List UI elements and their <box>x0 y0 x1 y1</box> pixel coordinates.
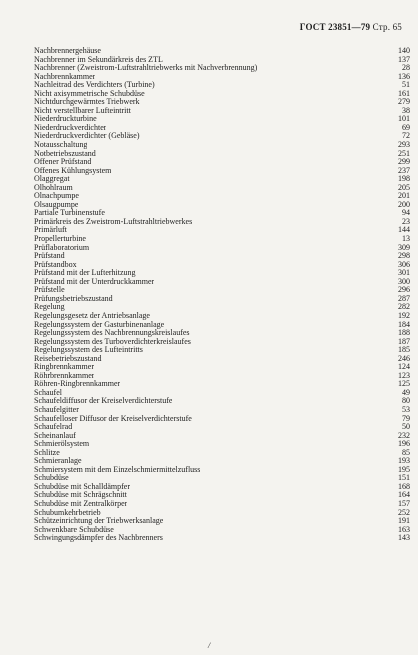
entry-term: Schmierölsystem <box>34 440 90 449</box>
entry-page: 49 <box>402 387 410 397</box>
entry-term: Prüflaboratorium <box>34 243 90 252</box>
index-entry <box>34 517 410 526</box>
index-entry <box>34 491 410 500</box>
entry-term: Ölsaugpumpe <box>34 200 79 209</box>
index-entry <box>34 201 410 210</box>
entry-term: Schubdüse <box>34 474 69 483</box>
entry-term: Notbetriebszustand <box>34 149 96 158</box>
entry-page: 195 <box>398 464 410 474</box>
entry-page: 192 <box>398 310 410 320</box>
index-entry <box>34 509 410 518</box>
entry-term: Notausschaltung <box>34 141 88 150</box>
entry-page: 13 <box>402 234 410 244</box>
index-list <box>34 47 410 543</box>
entry-page: 191 <box>398 516 410 526</box>
entry-page: 293 <box>398 140 410 150</box>
index-entry <box>34 534 410 543</box>
index-entry <box>34 252 410 261</box>
entry-term: Röhren-Ringbrennkammer <box>34 380 121 389</box>
entry-term: Prüfstand <box>34 252 65 261</box>
index-entry <box>34 226 410 235</box>
page-number: Стр. 65 <box>372 22 402 32</box>
entry-page: 144 <box>398 225 410 235</box>
entry-term: Niederdruckverdichter (Gebläse) <box>34 132 140 141</box>
index-entry <box>34 500 410 509</box>
entry-page: 184 <box>398 319 410 329</box>
entry-page: 157 <box>398 498 410 508</box>
entry-term: Ölaggregat <box>34 175 70 184</box>
entry-page: 143 <box>398 533 410 543</box>
index-entry <box>34 432 410 441</box>
entry-page: 72 <box>402 131 410 141</box>
entry-page: 252 <box>398 507 410 517</box>
entry-term: Prüfstelle <box>34 286 65 295</box>
index-entry <box>34 483 410 492</box>
entry-page: 85 <box>402 447 410 457</box>
entry-term: Ölnachpumpe <box>34 192 79 201</box>
entry-page: 28 <box>402 63 410 73</box>
entry-term: Nichtdurchgewärmtes Triebwerk <box>34 98 140 107</box>
entry-page: 136 <box>398 71 410 81</box>
index-entry <box>34 397 410 406</box>
index-entry <box>34 261 410 270</box>
index-entry <box>34 312 410 321</box>
entry-page: 51 <box>402 80 410 90</box>
index-entry <box>34 278 410 287</box>
entry-page: 287 <box>398 293 410 303</box>
entry-page: 168 <box>398 481 410 491</box>
entry-term: Schlitze <box>34 448 60 457</box>
entry-page: 309 <box>398 242 410 252</box>
entry-term: Offener Prüfstand <box>34 158 92 167</box>
entry-term: Schaufelgitter <box>34 405 79 414</box>
entry-page: 205 <box>398 182 410 192</box>
entry-term: Nachbrennergehäuse <box>34 47 101 55</box>
index-entry <box>34 132 410 141</box>
entry-term: Nicht verstellbarer Lufteintritt <box>34 106 131 115</box>
entry-term: Offenes Kühlungsystem <box>34 166 112 175</box>
index-entry <box>34 380 410 389</box>
entry-page: 198 <box>398 174 410 184</box>
entry-page: 296 <box>398 285 410 295</box>
entry-page: 69 <box>402 122 410 132</box>
entry-term: Primärkreis des Zweistrom-Luftstrahltriebwerkes <box>34 217 193 226</box>
entry-page: 196 <box>398 439 410 449</box>
entry-term: Nachbrenner im Sekundärkreis des ZTL <box>34 55 163 64</box>
entry-term: Regelungsgesetz der Antriebsanlage <box>34 311 150 320</box>
index-entry <box>34 457 410 466</box>
entry-page: 79 <box>402 413 410 423</box>
index-entry <box>34 184 410 193</box>
entry-term: Schaufel <box>34 388 62 397</box>
entry-term: Nachbrennkammer <box>34 72 96 81</box>
index-entry <box>34 47 410 56</box>
entry-term: Regelungssystem des Turboverdichterkreislaufes <box>34 337 191 346</box>
entry-page: 161 <box>398 88 410 98</box>
entry-term: Schubumkehrbetrieb <box>34 508 101 517</box>
entry-term: Schubdüse mit Zentralkörper <box>34 499 128 508</box>
entry-page: 251 <box>398 148 410 158</box>
entry-page: 237 <box>398 165 410 175</box>
index-entry <box>34 526 410 535</box>
entry-term: Schaufeldiffusor der Kreiselverdichterstufe <box>34 397 173 406</box>
entry-page: 140 <box>398 46 410 55</box>
entry-term: Prüfungsbetriebszustand <box>34 294 113 303</box>
entry-page: 151 <box>398 473 410 483</box>
index-entry <box>34 449 410 458</box>
index-entry <box>34 440 410 449</box>
index-entry <box>34 474 410 483</box>
entry-term: Regelungssystem des Nachbrennungskreislaufes <box>34 329 190 338</box>
entry-term: Niederdruckturbine <box>34 115 97 124</box>
entry-term: Partiale Turbinenstufe <box>34 209 105 218</box>
entry-term: Nachleitrad des Verdichters (Turbine) <box>34 81 155 90</box>
entry-page: 23 <box>402 216 410 226</box>
index-entry <box>34 218 410 227</box>
standard-number: ГОСТ 23851—79 <box>299 22 371 32</box>
entry-term: Regelungssystem des Lufteintritts <box>34 346 143 355</box>
entry-term: Schubdüse mit Schrägschnitt <box>34 491 127 500</box>
index-entry <box>34 56 410 65</box>
entry-page: 163 <box>398 524 410 534</box>
entry-page: 188 <box>398 328 410 338</box>
entry-page: 94 <box>402 208 410 218</box>
entry-term: Primärluft <box>34 226 67 235</box>
footer-mark: / <box>208 641 211 650</box>
entry-term: Ölhohlraum <box>34 183 73 192</box>
index-entry <box>34 321 410 330</box>
entry-term: Schmieranlage <box>34 457 82 466</box>
index-entry <box>34 124 410 133</box>
index-entry <box>34 175 410 184</box>
index-entry <box>34 73 410 82</box>
index-entry <box>34 372 410 381</box>
entry-term: Regelungssystem der Gasturbinenanlage <box>34 320 165 329</box>
entry-term: Nicht axisymmetrische Schubdüse <box>34 89 145 98</box>
entry-term: Schützeinrichtung der Triebwerksanlage <box>34 517 164 526</box>
entry-page: 124 <box>398 362 410 372</box>
entry-page: 123 <box>398 370 410 380</box>
index-entry <box>34 415 410 424</box>
entry-page: 137 <box>398 54 410 64</box>
entry-page: 187 <box>398 336 410 346</box>
entry-term: Reisebetriebszustand <box>34 354 102 363</box>
index-entry <box>34 235 410 244</box>
entry-page: 201 <box>398 191 410 201</box>
index-entry <box>34 466 410 475</box>
entry-term: Schmiersystem mit dem Einzelschmiermittelzufluss <box>34 465 201 474</box>
entry-page: 38 <box>402 105 410 115</box>
entry-term: Prüfstandbox <box>34 260 77 269</box>
index-entry <box>34 90 410 99</box>
entry-term: Niederdruckverdichter <box>34 123 107 132</box>
entry-term: Prüfstand mit der Lufterhitzung <box>34 269 136 278</box>
index-entry <box>34 389 410 398</box>
index-entry <box>34 303 410 312</box>
entry-page: 246 <box>398 353 410 363</box>
index-entry <box>34 346 410 355</box>
index-entry <box>34 107 410 116</box>
index-entry <box>34 244 410 253</box>
index-entry <box>34 167 410 176</box>
entry-term: Regelung <box>34 303 65 312</box>
entry-term: Schubdüse mit Schalldämpfer <box>34 482 130 491</box>
index-entry <box>34 81 410 90</box>
entry-page: 101 <box>398 114 410 124</box>
index-entry <box>34 150 410 159</box>
entry-page: 306 <box>398 259 410 269</box>
index-entry <box>34 192 410 201</box>
entry-term: Schwingungsdämpfer des Nachbrenners <box>34 534 163 543</box>
entry-term: Propellerturbine <box>34 235 86 244</box>
entry-term: Nachbrenner (Zweistrom-Luftstrahltriebwerks mit Nachverbrennung) <box>34 64 258 73</box>
entry-page: 53 <box>402 404 410 414</box>
entry-term: Schaufelloser Diffusor der Kreiselverdichterstufe <box>34 414 192 423</box>
entry-page: 300 <box>398 276 410 286</box>
entry-page: 298 <box>398 251 410 261</box>
entry-page: 200 <box>398 199 410 209</box>
index-entry <box>34 406 410 415</box>
entry-page: 80 <box>402 396 410 406</box>
entry-page: 185 <box>398 345 410 355</box>
index-entry <box>34 363 410 372</box>
entry-term: Schaufelrad <box>34 423 73 432</box>
entry-page: 232 <box>398 430 410 440</box>
index-entry <box>34 64 410 73</box>
entry-term: Ringbrennkammer <box>34 363 94 372</box>
index-entry <box>34 269 410 278</box>
index-entry <box>34 329 410 338</box>
entry-page: 193 <box>398 456 410 466</box>
index-entry <box>34 98 410 107</box>
index-entry <box>34 209 410 218</box>
entry-term: Scheinanlauf <box>34 431 76 440</box>
index-entry <box>34 115 410 124</box>
entry-page: 301 <box>398 268 410 278</box>
index-entry <box>34 295 410 304</box>
index-entry <box>34 158 410 167</box>
page-header <box>300 22 402 32</box>
entry-page: 299 <box>398 157 410 167</box>
index-entry <box>34 141 410 150</box>
index-entry <box>34 286 410 295</box>
index-entry <box>34 423 410 432</box>
entry-term: Röhrbrennkammer <box>34 371 95 380</box>
entry-page: 50 <box>402 422 410 432</box>
entry-page: 164 <box>398 490 410 500</box>
entry-term: Prüfstand mit der Unterdruckkammer <box>34 277 155 286</box>
entry-page: 125 <box>398 379 410 389</box>
index-entry <box>34 338 410 347</box>
index-entry <box>34 355 410 364</box>
entry-page: 279 <box>398 97 410 107</box>
entry-term: Schwenkbare Schubdüse <box>34 525 114 534</box>
entry-page: 282 <box>398 302 410 312</box>
